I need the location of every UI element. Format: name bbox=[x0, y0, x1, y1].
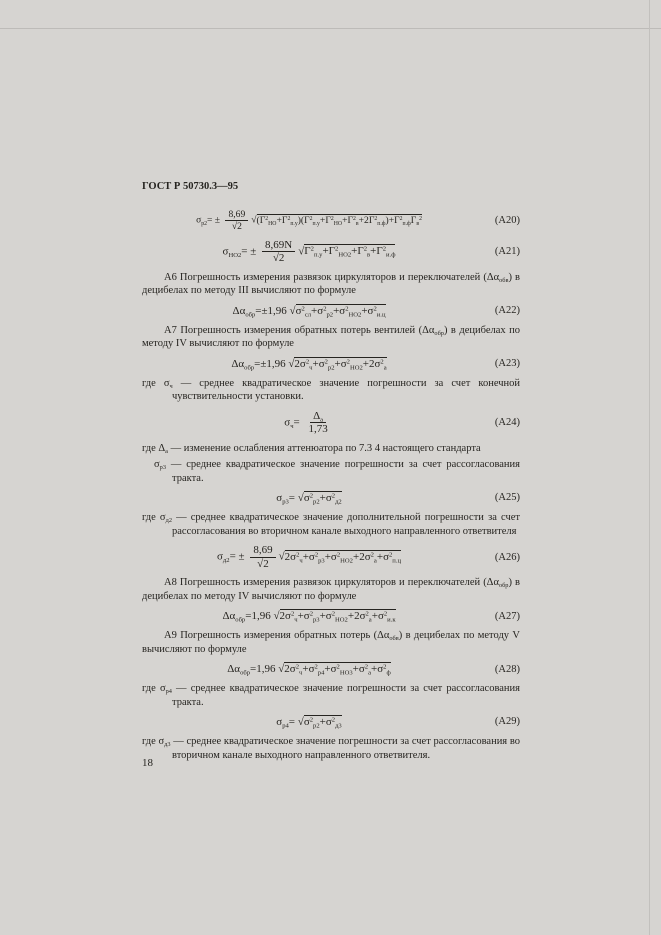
scan-edge-top bbox=[0, 28, 661, 29]
where-clause-delta-a: где $\Delta_а$ — изменение ослабления аттенюатора по 7.3 4 настоящего стандарта bbox=[142, 442, 481, 456]
where-clause-sigma-d2: где $\sigma_{д2}$ — среднее квадратическое значение дополнительной погрешности за счет рассогласования во вторичном канале выходного направленного ответвителя bbox=[142, 512, 521, 537]
where-clause-sigma-r4: где $\sigma_{р4}$ — среднее квадратическое значение погрешности за счет рассогласования тракта. bbox=[142, 683, 521, 708]
formula-math: $\sigma_{р2}=$ ± $\frac{8,69}{√2}$ $√(\Gamma^2_{НО}+\Gamma^2_{п.у})(\Gamma^2_{п.у}+\Gamma^2_{НО}+\Gamma^2_в+2\Gamma^2_{п.ф})+\Gamma^2_{п.ф}\Gamma_в^2$ bbox=[196, 209, 422, 233]
formula-a25 bbox=[142, 491, 520, 505]
paragraph-a9: А9 Погрешность измерения обратных потерь $(\Delta\alpha_{обв})$ в децибелах по методу V вычисляют по формуле bbox=[142, 630, 520, 655]
formula-math: $\sigma_{р3}= √\sigma^2_{р2}+\sigma^2_{д2}$ bbox=[276, 492, 342, 506]
formula-math: $\sigma_{р4}= √\sigma^2_{р2}+\sigma^2_{д3}$ bbox=[276, 716, 342, 730]
formula-label: (А20) bbox=[494, 215, 520, 227]
where-clause-sigma-d3: где $\sigma_{д3}$ — среднее квадратическое значение погрешности за счет рассогласования во вторичном канале выходного направленного ответвителя. bbox=[142, 736, 520, 761]
formula-math: $\Delta\alpha_{обр}=\pm 1,96$ $√2\sigma^2_ч+\sigma^2_{р2}+\sigma^2_{НО2}+2\sigma^2_а$ bbox=[231, 357, 387, 371]
formula-label: (А24) bbox=[494, 416, 520, 428]
formula-label: (А25) bbox=[494, 492, 520, 504]
formula-a20 bbox=[142, 209, 520, 232]
formula-math: $\sigma_{НО2}=$ ± $\frac{8,69N}{√2}$ $√\Gamma^2_{п.у}+\Gamma^2_{НО2}+\Gamma^2_в+\Gamma^2_{и.ф}$ bbox=[222, 238, 396, 265]
where-clause-sigma-ch: где $\sigma_ч$ — среднее квадратическое значение погрешности за счет конечной чувствительности установки. bbox=[142, 377, 520, 403]
where-clause-sigma-r3: $\sigma_{р3}$ — среднее квадратическое значение погрешности за счет рассогласования тракта. bbox=[154, 459, 520, 484]
formula-a26 bbox=[142, 544, 520, 570]
formula-label: (А22) bbox=[494, 304, 520, 316]
formula-a23 bbox=[142, 357, 520, 371]
document-header: ГОСТ Р 50730.3—95 bbox=[142, 181, 239, 192]
paragraph-a7: А7 Погрешность измерения обратных потерь вентилей $(\Delta\alpha_{обр})$ в децибелах по методу IV вычисляют по формуле bbox=[142, 324, 520, 350]
formula-label: (А28) bbox=[494, 663, 520, 675]
formula-math: $\Delta\alpha_{обр}=\pm 1,96$ $√\sigma^2_{сл}+\sigma^2_{р2}+\sigma^2_{НО2}+\sigma^2_{и.ц}$ bbox=[232, 304, 386, 318]
formula-a27 bbox=[142, 609, 520, 623]
formula-math: $\Delta\alpha_{обр}=1,96$ $√2\sigma^2_ч+\sigma^2_{р3}+\sigma^2_{НО2}+2\sigma^2_а+\sigma^2_{и.к}$ bbox=[222, 610, 396, 624]
page-number: 18 bbox=[142, 757, 153, 769]
formula-label: (А26) bbox=[494, 551, 520, 563]
formula-label: (А27) bbox=[494, 610, 520, 622]
formula-label: (А29) bbox=[494, 716, 520, 728]
formula-a24 bbox=[142, 410, 520, 436]
formula-math: $\sigma_ч=$ $\frac{\Delta_а}{1,73}$ bbox=[284, 409, 328, 436]
formula-a22 bbox=[142, 304, 520, 318]
scan-edge-right bbox=[649, 0, 650, 935]
formula-a28 bbox=[142, 662, 520, 676]
formula-math: $\sigma_{д2}=$ ± $\frac{8,69}{√2}$ $√2\sigma^2_ч+\sigma^2_{р3}+\sigma^2_{НО2}+2\sigma^2_а+\sigma^2_{п.ц}$ bbox=[216, 544, 402, 570]
formula-label: (А21) bbox=[494, 245, 520, 257]
paragraph-a6: А6 Погрешность измерения развязок циркуляторов и переключателей $(\Delta\alpha_{обв})$ в децибелах по методу III вычисляют по формуле bbox=[142, 271, 520, 297]
formula-math: $\Delta\alpha_{обр}=1,96$ $√2\sigma^2_ч+\sigma^2_{р4}+\sigma^2_{НО3}+\sigma^2_а+\sigma^2_ф$ bbox=[227, 663, 391, 677]
document-body bbox=[142, 180, 520, 765]
paragraph-a8: А8 Погрешность измерения развязок циркуляторов и переключателей $(\Delta\alpha_{обр})$ в децибелах по методу IV вычисляют по формуле bbox=[142, 577, 520, 602]
formula-label: (А23) bbox=[494, 357, 520, 369]
formula-a29 bbox=[142, 715, 520, 729]
formula-a21 bbox=[142, 239, 520, 265]
